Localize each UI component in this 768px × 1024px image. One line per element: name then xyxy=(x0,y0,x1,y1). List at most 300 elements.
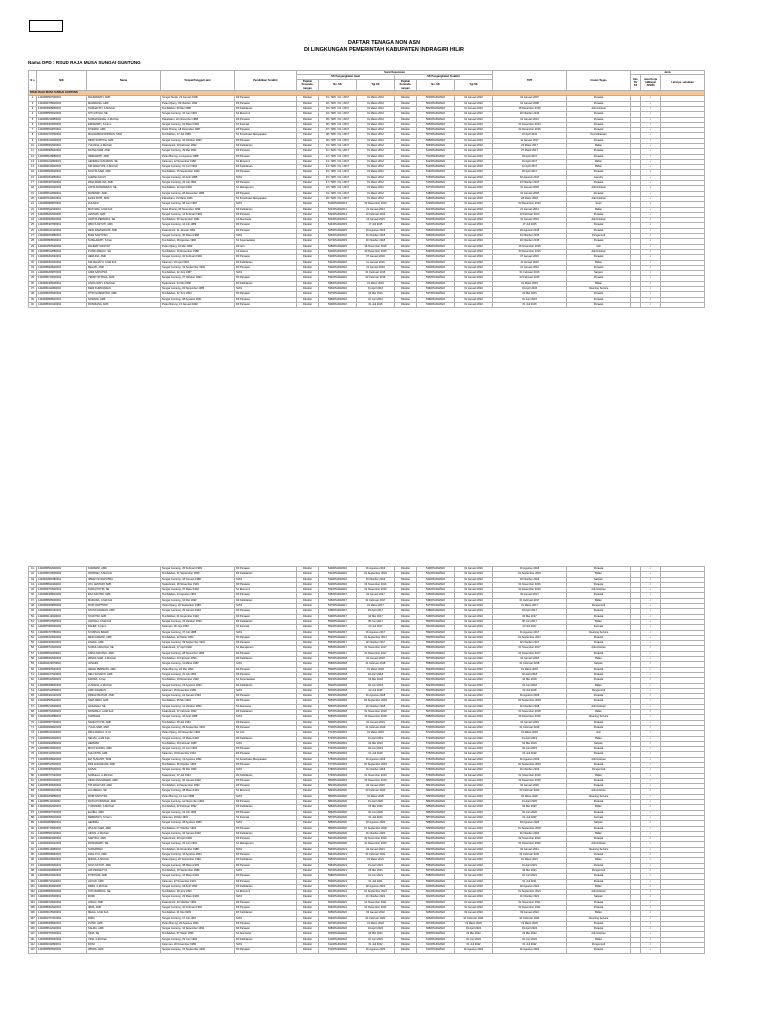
cell-tglsk-awal: 01 Maret 2012 xyxy=(357,101,395,106)
cell-pejabat-awal: Direktur xyxy=(297,175,319,180)
cell-tglsk-awal: 01 Maret 2018 xyxy=(357,667,395,672)
cell-pejabat-awal: Direktur xyxy=(297,747,319,752)
cell-nosk-akhir: 554/RSUD/2022 xyxy=(417,641,455,646)
cell-nama: SYAFITRI, AMK xyxy=(87,614,161,619)
cell-uraian: Perawat xyxy=(567,609,631,614)
cell-ttl: Pulau Kijang, 09 Oktober 1992 xyxy=(161,101,235,106)
cell-tglsk-awal: 01 November 2019 xyxy=(357,773,395,778)
cell-pejabat-awal: Direktur xyxy=(297,218,319,223)
cell-nosk-akhir: 559/RSUD/2022 xyxy=(417,667,455,672)
cell-no: 7 xyxy=(29,128,37,133)
cell-nosk-akhir: 545/RSUD/2022 xyxy=(417,593,455,598)
cell-nama: LUSIANA, A.Md.Keb xyxy=(87,683,161,688)
cell-pejabat-akhir: Direktur xyxy=(395,826,417,831)
cell-pejabat-awal: Direktur xyxy=(297,890,319,895)
cell-jasa: ✓ xyxy=(641,228,661,233)
cell-pendidikan: S1 Ekonomi xyxy=(235,588,297,593)
cell-tglsk-akhir: 01 Januari 2022 xyxy=(455,202,493,207)
cell-ttl: Sungai Guntung, 23 Juli 1990 xyxy=(161,181,235,186)
cell-jasa: ✓ xyxy=(641,287,661,292)
cell-nama: RAHMAWATI, AMK xyxy=(87,96,161,101)
cell-tmt: 01 Desember 2017 xyxy=(493,651,567,656)
cell-nosk-awal: 535/RSUD/2016 xyxy=(319,281,357,286)
cell-ttl: Teluk Pinang, 18 Desember 1987 xyxy=(161,128,235,133)
cell-nosk-awal: 538/RSUD/2016 xyxy=(319,297,357,302)
cell-tmt: 02 Juli 2018 xyxy=(493,688,567,693)
cell-no: 103 xyxy=(30,895,35,899)
cell-tmt: 04 Juni 2018 xyxy=(493,683,567,688)
cell-pendidikan: D3 Perawat xyxy=(235,96,297,101)
cell-tglsk-akhir: 01 Januari 2022 xyxy=(455,159,493,164)
cell-tglsk-akhir: 01 Januari 2022 xyxy=(455,762,493,767)
cell-pejabat-akhir: Direktur xyxy=(395,297,417,302)
header-pejabat-awal: Pejabat Penanda-tangan xyxy=(297,79,319,90)
cell-tglsk-akhir: 01 Januari 2022 xyxy=(455,101,493,106)
cell-no: 97 xyxy=(29,863,37,868)
cell-no: 32 xyxy=(29,260,37,265)
cell-tglsk-akhir: 01 Januari 2022 xyxy=(455,831,493,836)
cell-tmt: 03 April 2017 xyxy=(493,609,567,614)
cell-tglsk-akhir: 01 Januari 2022 xyxy=(455,662,493,667)
cell-pendidikan: D3 Kebidanan xyxy=(235,598,297,603)
cell-pejabat-akhir: Direktur xyxy=(395,868,417,873)
cell-tmt: 01 Januari 2007 xyxy=(493,96,567,101)
cell-nosk-awal: 528/RSUD/2015 xyxy=(319,244,357,249)
cell-uraian: Bidan xyxy=(567,937,631,942)
cell-pejabat-awal: Direktur xyxy=(297,715,319,720)
cell-ttl: Teluk Pinang, 05 November 1994 xyxy=(161,207,235,212)
cell-jasa: ✓ xyxy=(641,874,661,879)
cell-no: 54 xyxy=(29,635,37,640)
cell-ttl: Sungai Guntung, 06 Januari 1992 xyxy=(161,778,235,783)
cell-pejabat-awal: Direktur xyxy=(297,112,319,117)
cell-uraian: Perawat xyxy=(567,239,631,244)
cell-nosk-awal: 576/RSUD/2019 xyxy=(319,757,357,762)
cell-jasa: ✓ xyxy=(641,736,661,741)
cell-tmt: 01 Juli 2019 xyxy=(493,752,567,757)
cell-uraian: Perawat xyxy=(567,752,631,757)
cell-pejabat-awal: Direktur xyxy=(297,900,319,905)
cell-tmt: 01 Januari 2018 xyxy=(493,186,567,191)
cell-uraian: Perawat xyxy=(567,212,631,217)
cell-pejabat-awal: Direktur xyxy=(297,853,319,858)
cell-ttl: Sungai Guntung, 26 Desember 1989 xyxy=(161,191,235,196)
cell-pendidikan: D3 Kebidanan xyxy=(235,805,297,810)
cell-nama: SRI RAHAYU, A.Md.Keb xyxy=(87,260,161,265)
cell-nik: 1402086707940002 xyxy=(37,773,87,778)
cell-nik: 1402081103870002 xyxy=(37,662,87,667)
cell-jasa: ✓ xyxy=(641,704,661,709)
cell-tmt: 02 Mei 2022 xyxy=(493,932,567,937)
cell-nosk-awal: 593/RSUD/2021 xyxy=(319,847,357,852)
cell-tglsk-akhir: 01 Januari 2022 xyxy=(455,868,493,873)
cell-nik: 1402085506910003 xyxy=(37,112,87,117)
cell-tglsk-awal: 21 Januari 2016 xyxy=(357,265,395,270)
cell-tmt: 03 Mei 2021 xyxy=(493,868,567,873)
cell-pendidikan: D3 Perawat xyxy=(235,170,297,175)
cell-tglsk-awal: 01 Maret 2012 xyxy=(357,112,395,117)
cell-nosk-awal: 14 / SPK / 01 / 2017 xyxy=(319,165,357,170)
cell-pendidikan: D3 Perawat xyxy=(235,635,297,640)
cell-nama: YENNI OKTAVIA, AMK xyxy=(87,276,161,281)
cell-nik: 1402086310940002 xyxy=(37,900,87,905)
cell-nosk-akhir: 568/RSUD/2022 xyxy=(417,715,455,720)
cell-nosk-awal: 536/RSUD/2016 xyxy=(319,287,357,292)
cell-nosk-akhir: 596/RSUD/2022 xyxy=(417,863,455,868)
cell-tmt: 01 September 2021 xyxy=(493,890,567,895)
cell-pejabat-awal: Direktur xyxy=(297,683,319,688)
cell-pendidikan: D3 Kebidanan xyxy=(235,683,297,688)
cell-tmt: 03 April 2017 xyxy=(493,154,567,159)
cell-tmt: 30 Desember 2015 xyxy=(493,249,567,254)
cell-nama: ROMI xyxy=(87,895,161,900)
cell-tglsk-akhir: 01 Januari 2022 xyxy=(455,672,493,677)
cell-pejabat-akhir: Direktur xyxy=(395,863,417,868)
cell-no: 51 xyxy=(29,619,37,624)
cell-uraian: Bidan xyxy=(567,683,631,688)
cell-tglsk-akhir: 01 Januari 2022 xyxy=(455,138,493,143)
cell-tmt: 20 Oktober 2013 xyxy=(493,112,567,117)
cell-jasa: ✓ xyxy=(641,625,661,630)
cell-no: 3 xyxy=(29,106,37,111)
cell-tglsk-awal: 02 April 2018 xyxy=(357,672,395,677)
cell-pejabat-akhir: Direktur xyxy=(395,133,417,138)
header-nosk-awal: No. SK xyxy=(319,79,357,90)
cell-nama: RUDI HARTONO xyxy=(87,604,161,609)
cell-nosk-akhir: 583/RSUD/2022 xyxy=(417,794,455,799)
cell-nik: 1402081801880001 xyxy=(37,577,87,582)
cell-no: 14 xyxy=(29,165,37,170)
cell-pendidikan: D3 Perawat xyxy=(235,826,297,831)
cell-uraian: Perawat xyxy=(567,122,631,127)
cell-nama: FEBRIANTI, S.Farm xyxy=(87,815,161,820)
cell-no: 37 xyxy=(29,287,37,292)
cell-nik: 1402086605940001 xyxy=(37,667,87,672)
cell-pendidikan: SLTA xyxy=(235,287,297,292)
cell-nama: NURHAYATI, A.Md.Keb xyxy=(87,106,161,111)
cell-tglsk-akhir: 01 Januari 2022 xyxy=(455,641,493,646)
cell-tglsk-akhir: 01 Januari 2022 xyxy=(455,260,493,265)
cell-tglsk-awal: 01 Maret 2012 xyxy=(357,175,395,180)
cell-tmt: 01 Agustus 2017 xyxy=(493,630,567,635)
cell-nosk-awal: 594/RSUD/2021 xyxy=(319,853,357,858)
cell-no: 105 xyxy=(30,906,35,909)
cell-ttl: Tembilahan, 19 September 1989 xyxy=(161,868,235,873)
cell-ttl: Sungai Guntung, 03 Maret 1993 xyxy=(161,122,235,127)
header-uraian: Uraian Tugas xyxy=(567,71,631,91)
cell-tglsk-akhir: 01 Januari 2022 xyxy=(455,778,493,783)
cell-tglsk-akhir: 01 Januari 2022 xyxy=(455,789,493,794)
cell-jasa: ✓ xyxy=(641,604,661,609)
cell-no: 50 xyxy=(29,614,37,619)
cell-ttl: Tembilahan, 18 Juli 1994 xyxy=(161,720,235,725)
cell-tmt: 01 Desember 2014 xyxy=(493,122,567,127)
cell-tglsk-akhir: 01 Januari 2022 xyxy=(455,900,493,905)
cell-pejabat-akhir: Direktur xyxy=(395,170,417,175)
cell-ttl: Sungai Guntung, 30 Maret 1988 xyxy=(161,234,235,239)
cell-nama: DESI RAHMADANI, AMK xyxy=(87,228,161,233)
cell-pejabat-awal: Direktur xyxy=(297,572,319,577)
cell-jasa: ✓ xyxy=(641,699,661,704)
cell-pejabat-akhir: Direktur xyxy=(395,667,417,672)
cell-nosk-awal: 10 / SPK / 01 / 2017 xyxy=(319,144,357,149)
cell-uraian: Perawat xyxy=(567,906,631,911)
cell-uraian: Pemeliharaan xyxy=(567,133,631,138)
cell-tglsk-akhir: 01 Januari 2022 xyxy=(455,906,493,911)
cell-jasa: ✓ xyxy=(641,752,661,757)
cell-nama: ERNAWATI, S.Farm xyxy=(87,122,161,127)
header-pejabat-akhir: Pejabat Penanda-tangan xyxy=(395,79,417,90)
cell-nik: 1402085509930002 xyxy=(37,170,87,175)
cell-uraian: Perawat xyxy=(567,672,631,677)
cell-pejabat-awal: Direktur xyxy=(297,821,319,826)
cell-pendidikan: S1 Farmasi xyxy=(235,815,297,820)
cell-no: 53 xyxy=(29,630,37,635)
cell-ttl: Tembilahan, 09 Mei 1986 xyxy=(161,106,235,111)
cell-ttl: Tembilahan, 05 Mei 1991 xyxy=(161,699,235,704)
cell-uraian: Administrasi xyxy=(567,789,631,794)
cell-tglsk-akhir: 01 Januari 2022 xyxy=(455,223,493,228)
cell-tglsk-akhir: 01 Januari 2022 xyxy=(455,826,493,831)
cell-no: 90 xyxy=(29,826,37,831)
cell-pejabat-awal: Direktur xyxy=(297,757,319,762)
cell-tmt: 01 Agustus 2018 xyxy=(493,694,567,699)
cell-pejabat-akhir: Direktur xyxy=(395,619,417,624)
cell-nik: 1402080707880001 xyxy=(37,630,87,635)
cell-pejabat-akhir: Direktur xyxy=(395,287,417,292)
cell-jasa: ✓ xyxy=(641,884,661,889)
cell-pejabat-awal: Direktur xyxy=(297,641,319,646)
cell-tglsk-awal: 02 Januari 2017 xyxy=(357,593,395,598)
cell-no: 110 xyxy=(30,932,35,936)
cell-pejabat-awal: Direktur xyxy=(297,943,319,948)
cell-ttl: Tembilahan, 19 Desember 1992 xyxy=(161,678,235,683)
cell-uraian: Perawat xyxy=(567,725,631,730)
cell-tglsk-akhir: 01 Januari 2022 xyxy=(455,218,493,223)
cell-pejabat-akhir: Direktur xyxy=(395,117,417,122)
cell-tmt: 01 April 2021 xyxy=(493,863,567,868)
cell-tglsk-akhir: 01 Januari 2022 xyxy=(455,725,493,730)
cell-tmt: 01 September 2020 xyxy=(493,826,567,831)
cell-tglsk-akhir: 01 Januari 2022 xyxy=(455,630,493,635)
cell-tglsk-akhir: 01 Januari 2022 xyxy=(455,287,493,292)
cell-pejabat-awal: Direktur xyxy=(297,117,319,122)
cell-uraian: Cleaning Service xyxy=(567,794,631,799)
cell-nik: 1402082009890002 xyxy=(37,604,87,609)
cell-nama: ROSMALA, A.Md.Keb xyxy=(87,710,161,715)
cell-nosk-awal: 02 / SPK / 01 / 2017 xyxy=(319,101,357,106)
cell-tglsk-awal: 03 Mei 2021 xyxy=(357,868,395,873)
cell-pejabat-awal: Direktur xyxy=(297,720,319,725)
cell-pejabat-awal: Direktur xyxy=(297,234,319,239)
cell-uraian: Bidan xyxy=(567,165,631,170)
cell-nosk-awal: 524/RSUD/2015 xyxy=(319,223,357,228)
cell-pejabat-awal: Direktur xyxy=(297,927,319,932)
cell-no: 94 xyxy=(29,847,37,852)
cell-nama: FITRI HANDAYANI, AMK xyxy=(87,292,161,297)
cell-uraian: Perawat xyxy=(567,810,631,815)
cell-nik: 1402084202940001 xyxy=(37,255,87,260)
cell-nosk-awal: 596/RSUD/2021 xyxy=(319,863,357,868)
cell-jasa: ✓ xyxy=(641,747,661,752)
cell-pendidikan: S1 Ekonomi xyxy=(235,789,297,794)
cell-jasa: ✓ xyxy=(641,598,661,603)
cell-nosk-akhir: 592/RSUD/2022 xyxy=(417,842,455,847)
cell-jasa: ✓ xyxy=(641,778,661,783)
cell-tglsk-awal: 03 Januari 2022 xyxy=(357,911,395,916)
cell-no: 67 xyxy=(29,704,37,709)
cell-jasa: ✓ xyxy=(641,106,661,111)
cell-pejabat-akhir: Direktur xyxy=(395,884,417,889)
cell-nama: SARTIKA, AMK xyxy=(87,837,161,842)
cell-nik: 1402085202930002 xyxy=(37,212,87,217)
cell-tglsk-awal: 01 Februari 2019 xyxy=(357,725,395,730)
cell-tglsk-awal: 03 Oktober 2016 xyxy=(357,577,395,582)
cell-pejabat-akhir: Direktur xyxy=(395,927,417,932)
cell-pejabat-awal: Direktur xyxy=(297,778,319,783)
cell-tmt: 01 Desember 2021 xyxy=(493,906,567,911)
cell-tglsk-awal: 01 Maret 2012 xyxy=(357,96,395,101)
cell-ttl: Sungai Guntung, 23 Maret 1990 xyxy=(161,895,235,900)
cell-tglsk-akhir: 01 Januari 2022 xyxy=(455,281,493,286)
cell-nosk-akhir: 523/RSUD/2022 xyxy=(417,218,455,223)
cell-nosk-awal: 542/RSUD/2016 xyxy=(319,577,357,582)
cell-nik: 1402084609910003 xyxy=(37,218,87,223)
cell-pejabat-akhir: Direktur xyxy=(395,948,417,953)
cell-pendidikan: D3 Kebidanan xyxy=(235,144,297,149)
cell-pejabat-akhir: Direktur xyxy=(395,128,417,133)
cell-uraian: Perawat xyxy=(567,651,631,656)
cell-jasa: ✓ xyxy=(641,815,661,820)
cell-ttl: Kuala Enok, 20 Februari 1992 xyxy=(161,144,235,149)
cell-pejabat-akhir: Direktur xyxy=(395,276,417,281)
cell-nik: 1402086904930002 xyxy=(37,837,87,842)
cell-nosk-awal: 520/RSUD/2013 xyxy=(319,202,357,207)
cell-nama: NOVIA RAHMAN, AMK xyxy=(87,609,161,614)
cell-nama: FITRIYANI, AMK xyxy=(87,874,161,879)
cell-ttl: Sungai Guntung, 11 November 1994 xyxy=(161,800,235,805)
cell-tmt: 02 Januari 2020 xyxy=(493,784,567,789)
cell-jasa: ✓ xyxy=(641,128,661,133)
cell-jasa: ✓ xyxy=(641,837,661,842)
cell-pejabat-awal: Direktur xyxy=(297,710,319,715)
cell-pejabat-akhir: Direktur xyxy=(395,890,417,895)
cell-nama: MERI ANDANI, AMK xyxy=(87,635,161,640)
cell-nosk-akhir: 600/RSUD/2022 xyxy=(417,884,455,889)
cell-tglsk-awal: 03 Februari 2020 xyxy=(357,789,395,794)
cell-nosk-akhir: 560/RSUD/2022 xyxy=(417,672,455,677)
cell-nama: YULIANA, A.Md.Keb xyxy=(87,144,161,149)
cell-tmt: 01 September 2016 xyxy=(493,572,567,577)
cell-nosk-akhir: 539/RSUD/2022 xyxy=(417,302,455,307)
cell-nosk-akhir: 514/RSUD/2022 xyxy=(417,170,455,175)
cell-nama: JUNAIDI xyxy=(87,662,161,667)
cell-pejabat-akhir: Direktur xyxy=(395,588,417,593)
cell-nama: TRI WAHYUNI, AMK xyxy=(87,784,161,789)
header-k2: Eks TH K2 xyxy=(631,75,641,91)
cell-tglsk-awal: 01 Maret 2012 xyxy=(357,149,395,154)
cell-tglsk-awal: 02 Mei 2018 xyxy=(357,678,395,683)
cell-pejabat-akhir: Direktur xyxy=(395,688,417,693)
cell-uraian: Perawat xyxy=(567,223,631,228)
cell-pendidikan: D3 Kebidanan xyxy=(235,858,297,863)
cell-nik: 1402086307900002 xyxy=(37,181,87,186)
cell-pendidikan: D3 Perawat xyxy=(235,265,297,270)
cell-pejabat-awal: Direktur xyxy=(297,948,319,953)
cell-pejabat-awal: Direktur xyxy=(297,292,319,297)
cell-tglsk-akhir: 01 Januari 2022 xyxy=(455,144,493,149)
cell-pendidikan: D3 Kebidanan xyxy=(235,831,297,836)
cell-no: 44 xyxy=(29,582,37,587)
cell-ttl: Kateman, 12 November 1986 xyxy=(161,159,235,164)
cell-nik: 1402085203940002 xyxy=(37,874,87,879)
cell-nosk-awal: 13 / SPK / 01 / 2017 xyxy=(319,159,357,164)
cell-tglsk-awal: 01 Maret 2016 xyxy=(357,281,395,286)
cell-nosk-akhir: 515/RSUD/2022 xyxy=(417,175,455,180)
cell-jasa: ✓ xyxy=(641,768,661,773)
cell-nik: 1402084412910002 xyxy=(37,752,87,757)
cell-pendidikan: D3 Perawat xyxy=(235,609,297,614)
cell-nama: NURHASANAH, A.Md.Kep xyxy=(87,117,161,122)
cell-jasa: ✓ xyxy=(641,741,661,746)
cell-pendidikan: D3 Perawat xyxy=(235,906,297,911)
cell-tglsk-awal: 10 Februari 2014 xyxy=(357,212,395,217)
cell-pejabat-akhir: Direktur xyxy=(395,821,417,826)
cell-no: 35 xyxy=(29,276,37,281)
cell-tglsk-akhir: 01 Januari 2022 xyxy=(455,154,493,159)
cell-tglsk-awal: 13 Januari 2015 xyxy=(357,218,395,223)
cell-nosk-akhir: 543/RSUD/2022 xyxy=(417,582,455,587)
cell-nosk-akhir: 503/RSUD/2022 xyxy=(417,112,455,117)
cell-uraian: Perawat xyxy=(567,154,631,159)
cell-nik: 1402086211880002 xyxy=(37,117,87,122)
cell-nosk-akhir: 584/RSUD/2022 xyxy=(417,800,455,805)
cell-nik: 1402084708920002 xyxy=(37,101,87,106)
cell-nik: 1402082011890001 xyxy=(37,943,87,948)
cell-pejabat-akhir: Direktur xyxy=(395,906,417,911)
cell-pejabat-awal: Direktur xyxy=(297,932,319,937)
cell-tmt: 01 Februari 2018 xyxy=(493,662,567,667)
cell-tglsk-awal: 11 Januari 2016 xyxy=(357,260,395,265)
cell-nama: RINI ANGGRAINI, AMK xyxy=(87,762,161,767)
cell-tglsk-awal: 01 April 2020 xyxy=(357,800,395,805)
cell-ttl: Tembilahan, 10 April 1992 xyxy=(161,186,235,191)
cell-tmt: 11 Januari 2017 xyxy=(493,138,567,143)
cell-lainnya xyxy=(661,302,705,307)
cell-nosk-akhir: 532/RSUD/2022 xyxy=(417,265,455,270)
cell-nik: 1402084106940004 xyxy=(37,165,87,170)
cell-nama: SELVIA, A.Md.Keb xyxy=(87,736,161,741)
cell-nosk-awal: 589/RSUD/2020 xyxy=(319,826,357,831)
cell-ttl: Kuala Enok, 21 Januari 1992 xyxy=(161,228,235,233)
cell-pejabat-akhir: Direktur xyxy=(395,853,417,858)
cell-pejabat-awal: Direktur xyxy=(297,895,319,900)
cell-uraian: Perawat xyxy=(567,948,631,953)
cell-pendidikan: S1 Hukum xyxy=(235,249,297,254)
cell-nama: EKA SAFITRI, AMK xyxy=(87,593,161,598)
cell-tglsk-akhir: 01 Januari 2022 xyxy=(455,853,493,858)
cell-ttl: Pulau Burung, 13 Januari 1992 xyxy=(161,302,235,307)
cell-ttl: Pulau Kijang, 22 September 1992 xyxy=(161,858,235,863)
cell-nik: 1402084905860001 xyxy=(37,106,87,111)
cell-pendidikan: D3 Kebidanan xyxy=(235,937,297,942)
cell-tglsk-akhir: 01 Januari 2022 xyxy=(455,874,493,879)
cell-jasa: ✓ xyxy=(641,122,661,127)
cell-nama: ARIF RAHMAN xyxy=(87,688,161,693)
cell-pendidikan: SLTA xyxy=(235,202,297,207)
cell-no: 49 xyxy=(29,609,37,614)
cell-ttl: Sungai Guntung, 25 Februari 1993 xyxy=(161,567,235,572)
